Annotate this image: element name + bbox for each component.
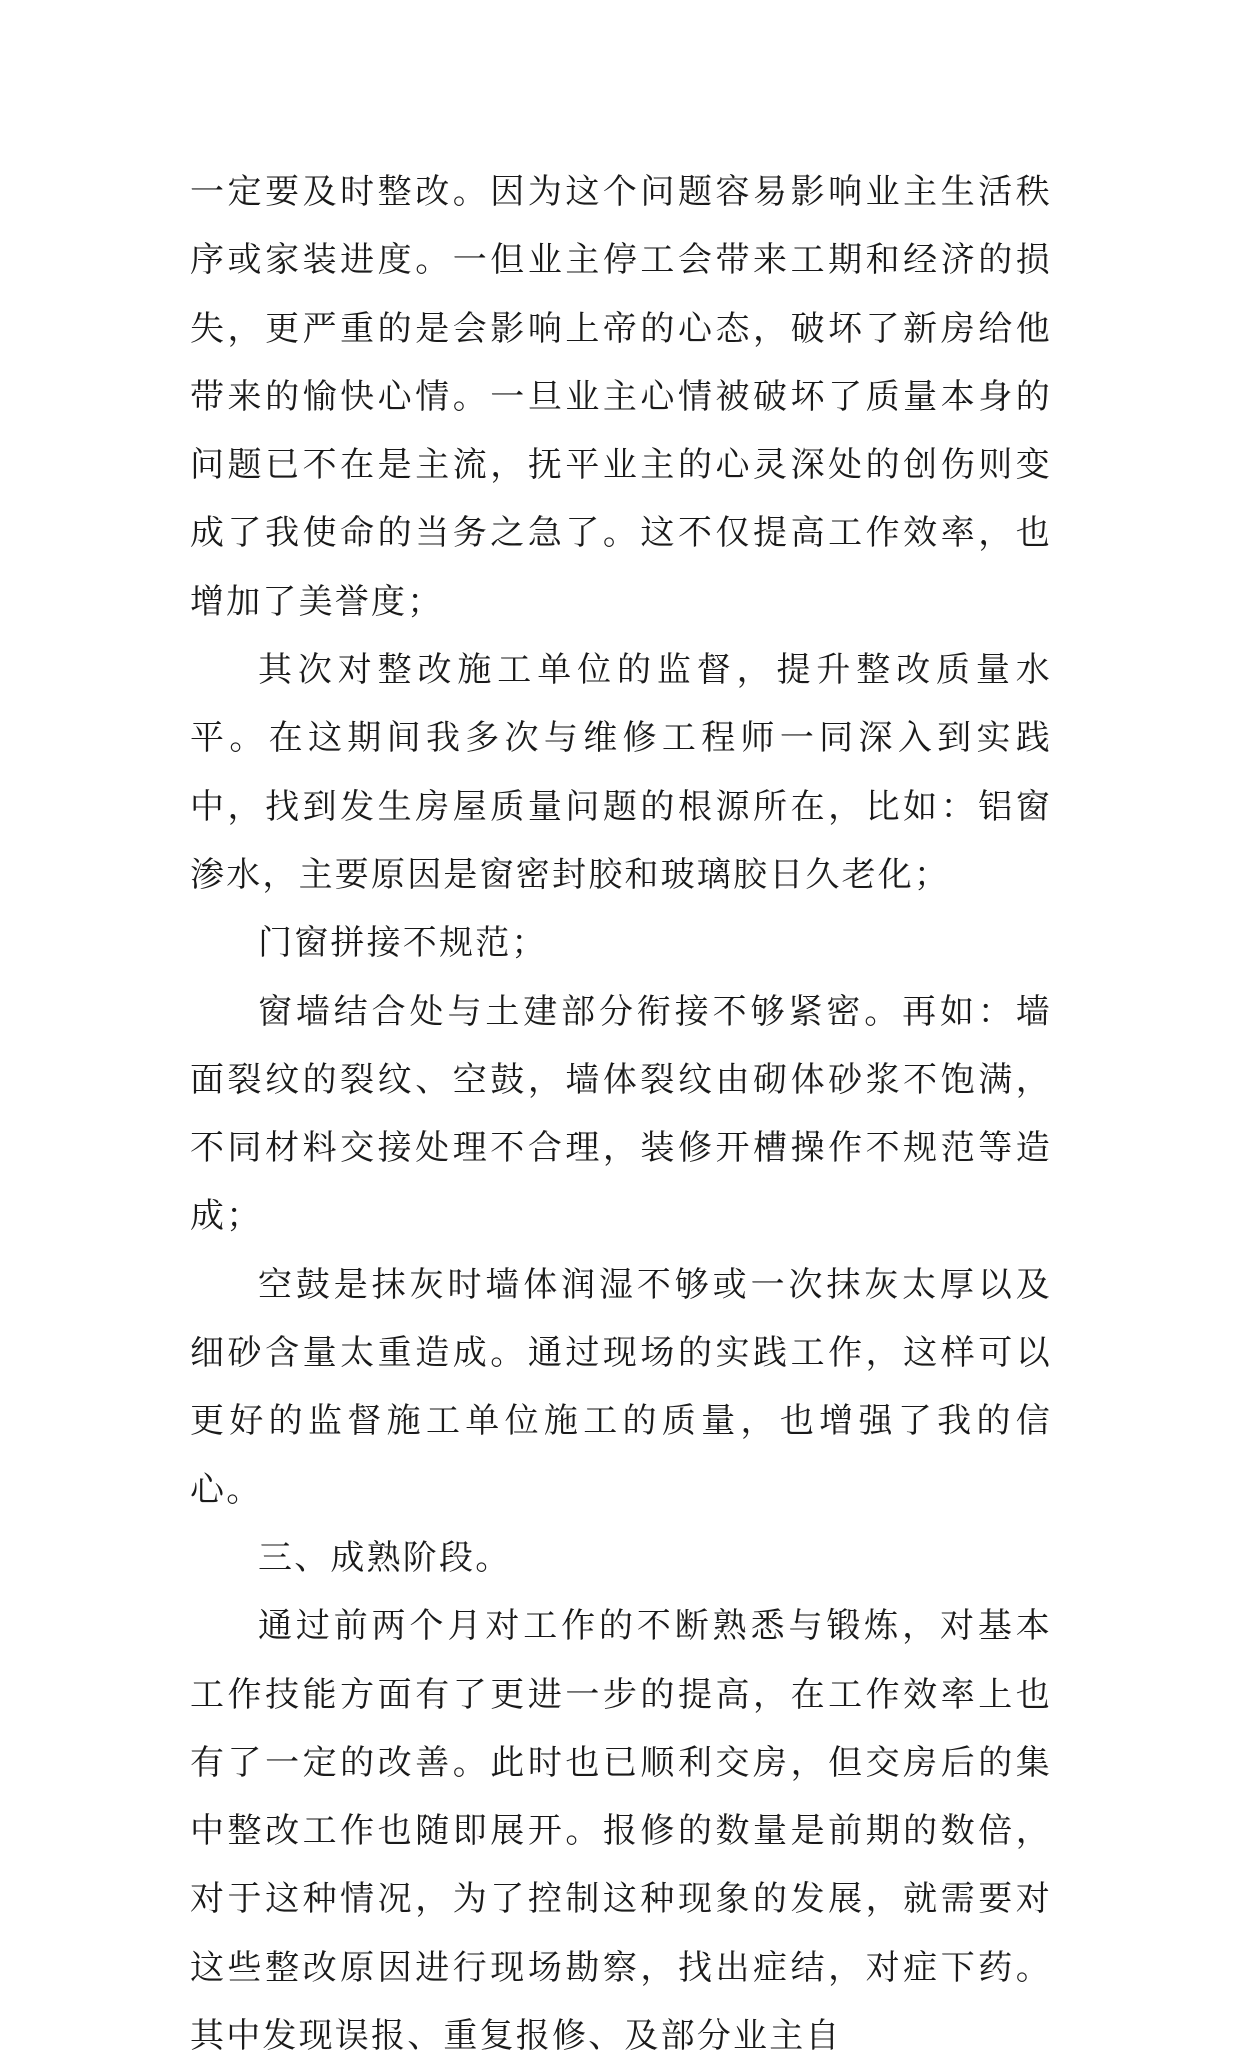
paragraph-5: 空鼓是抹灰时墙体润湿不够或一次抹灰太厚以及细砂含量太重造成。通过现场的实践工作，这样可以更好的监督施工单位施工的质量，也增强了我的信心。 [190,1264,1052,1510]
section-heading: 三、成熟阶段。 [258,1537,512,1578]
paragraph-3: 门窗拼接不规范； [258,923,548,964]
paragraph-2: 其次对整改施工单位的监督，提升整改质量水平。在这期间我多次与维修工程师一同深入到实践中，找到发生房屋质量问题的根源所在，比如：铝窗渗水，主要原因是窗密封胶和玻璃胶日久老化； [190,650,1052,895]
document-body [190,158,1052,2070]
paragraph-6: 通过前两个月对工作的不断熟悉与锻炼，对基本工作技能方面有了更进一步的提高，在工作效率上也有了一定的改善。此时也已顺利交房，但交房后的集中整改工作也随即展开。报修的数量是前期的数倍，对于这种情况，为了控制这种现象的发展，就需要对这些整改原因进行现场勘察，找出症结，对症下药。其中发现误报、重复报修、及部分业主自 [190,1606,1052,2057]
paragraph-4: 窗墙结合处与土建部分衔接不够紧密。再如：墙面裂纹的裂纹、空鼓，墙体裂纹由砌体砂浆不饱满，不同材料交接处理不合理，装修开槽操作不规范等造成； [190,991,1052,1237]
paragraph-1: 一定要及时整改。因为这个问题容易影响业主生活秩序或家装进度。一但业主停工会带来工期和经济的损失，更严重的是会影响上帝的心态，破坏了新房给他带来的愉快心情。一旦业主心情被破坏了质量本身的问题已不在是主流，抚平业主的心灵深处的创伤则变成了我使命的当务之急了。这不仅提高工作效率，也增加了美誉度； [190,172,1052,622]
